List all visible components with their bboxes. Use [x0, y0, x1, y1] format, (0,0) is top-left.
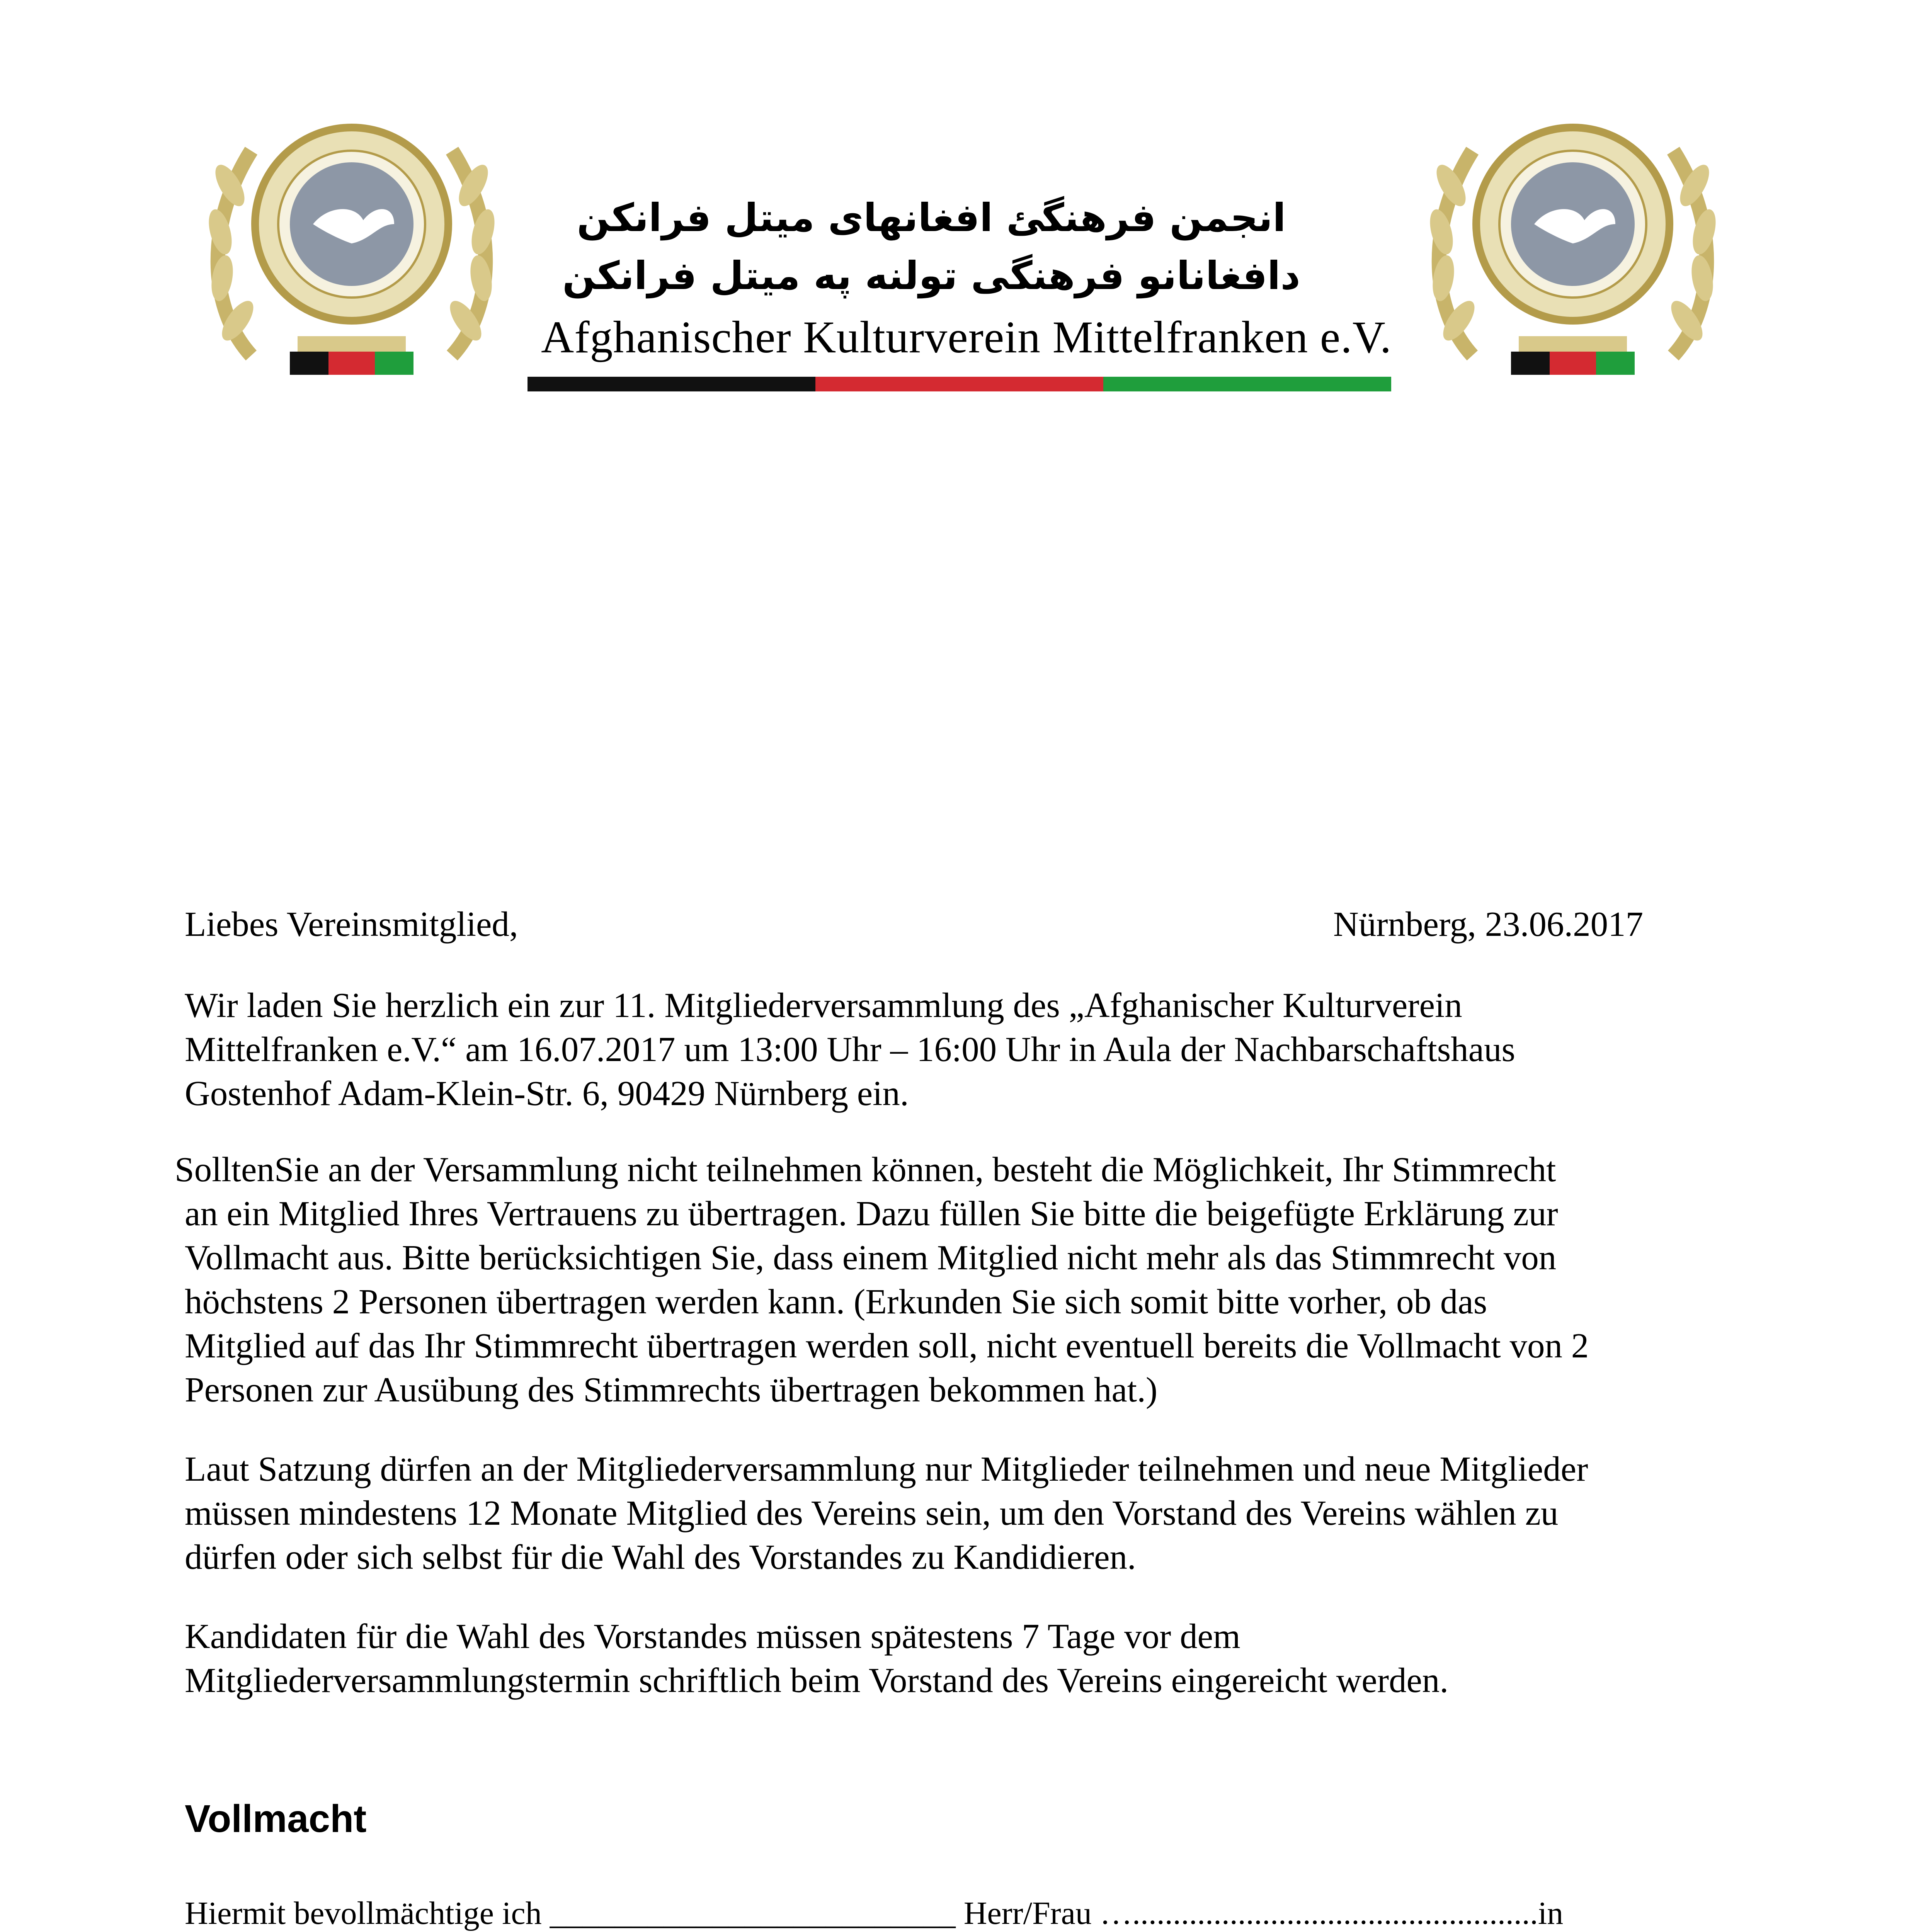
paragraph-line: Gostenhof Adam-Klein-Str. 6, 90429 Nürnberg ein.	[185, 1074, 909, 1113]
paragraph-line: müssen mindestens 12 Monate Mitglied des Vereins sein, um den Vorstand des Vereins wählen zu	[185, 1493, 1559, 1532]
flag-bar-black	[527, 377, 815, 391]
header-pashto-title: دافغانانو فرهنگی تولنه په میتل فرانکن	[562, 253, 1300, 298]
vollmacht-line-1: Hiermit bevollmächtige ich _________________________ Herr/Frau …..................................................in	[185, 1895, 1564, 1931]
paragraph-line: Mitglied auf das Ihr Stimmrecht übertragen werden soll, nicht eventuell bereits die Vollmacht von 2	[185, 1326, 1589, 1365]
flag-bar-green	[1103, 377, 1391, 391]
paragraph-line: Vollmacht aus. Bitte berücksichtigen Sie, dass einem Mitglied nicht mehr als das Stimmrecht von	[185, 1238, 1557, 1277]
salutation: Liebes Vereinsmitglied,	[185, 905, 518, 944]
flag-color-bar	[527, 377, 1391, 391]
paragraph-line: SolltenSie an der Versammlung nicht teilnehmen können, besteht die Möglichkeit, Ihr Stimmrecht	[175, 1150, 1556, 1189]
flag-bar-red	[815, 377, 1103, 391]
paragraph-line: Personen zur Ausübung des Stimmrechts übertragen bekommen hat.)	[185, 1370, 1158, 1409]
paragraph-line: Wir laden Sie herzlich ein zur 11. Mitgliederversammlung des „Afghanischer Kulturverein	[185, 986, 1462, 1025]
paragraph-line: dürfen oder sich selbst für die Wahl des Vorstandes zu Kandidieren.	[185, 1537, 1136, 1577]
place-date: Nürnberg, 23.06.2017	[1333, 905, 1644, 944]
header-dari-title: انجمن فرهنگئ افغانهای میتل فرانکن	[577, 195, 1286, 240]
association-emblem-right	[1414, 108, 1731, 402]
paragraph-line: höchstens 2 Personen übertragen werden kann. (Erkunden Sie sich somit bitte vorher, ob das	[185, 1282, 1487, 1321]
header-german-title: Afghanischer Kulturverein Mittelfranken e.V.	[541, 312, 1392, 362]
paragraph-line: Mittelfranken e.V.“ am 16.07.2017 um 13:00 Uhr – 16:00 Uhr in Aula der Nachbarschaftshaus	[185, 1030, 1515, 1069]
paragraph-line: Laut Satzung dürfen an der Mitgliederversammlung nur Mitglieder teilnehmen und neue Mitglieder	[185, 1449, 1588, 1488]
paragraph-line: an ein Mitglied Ihres Vertrauens zu übertragen. Dazu füllen Sie bitte die beigefügte Erklärung zur	[185, 1194, 1558, 1233]
paragraph-line: Kandidaten für die Wahl des Vorstandes müssen spätestens 7 Tage vor dem	[185, 1617, 1240, 1656]
paragraph-line: Mitgliederversammlungstermin schriftlich beim Vorstand des Vereins eingereicht werden.	[185, 1661, 1449, 1700]
association-emblem-left	[193, 108, 510, 402]
vollmacht-heading: Vollmacht	[185, 1797, 367, 1840]
